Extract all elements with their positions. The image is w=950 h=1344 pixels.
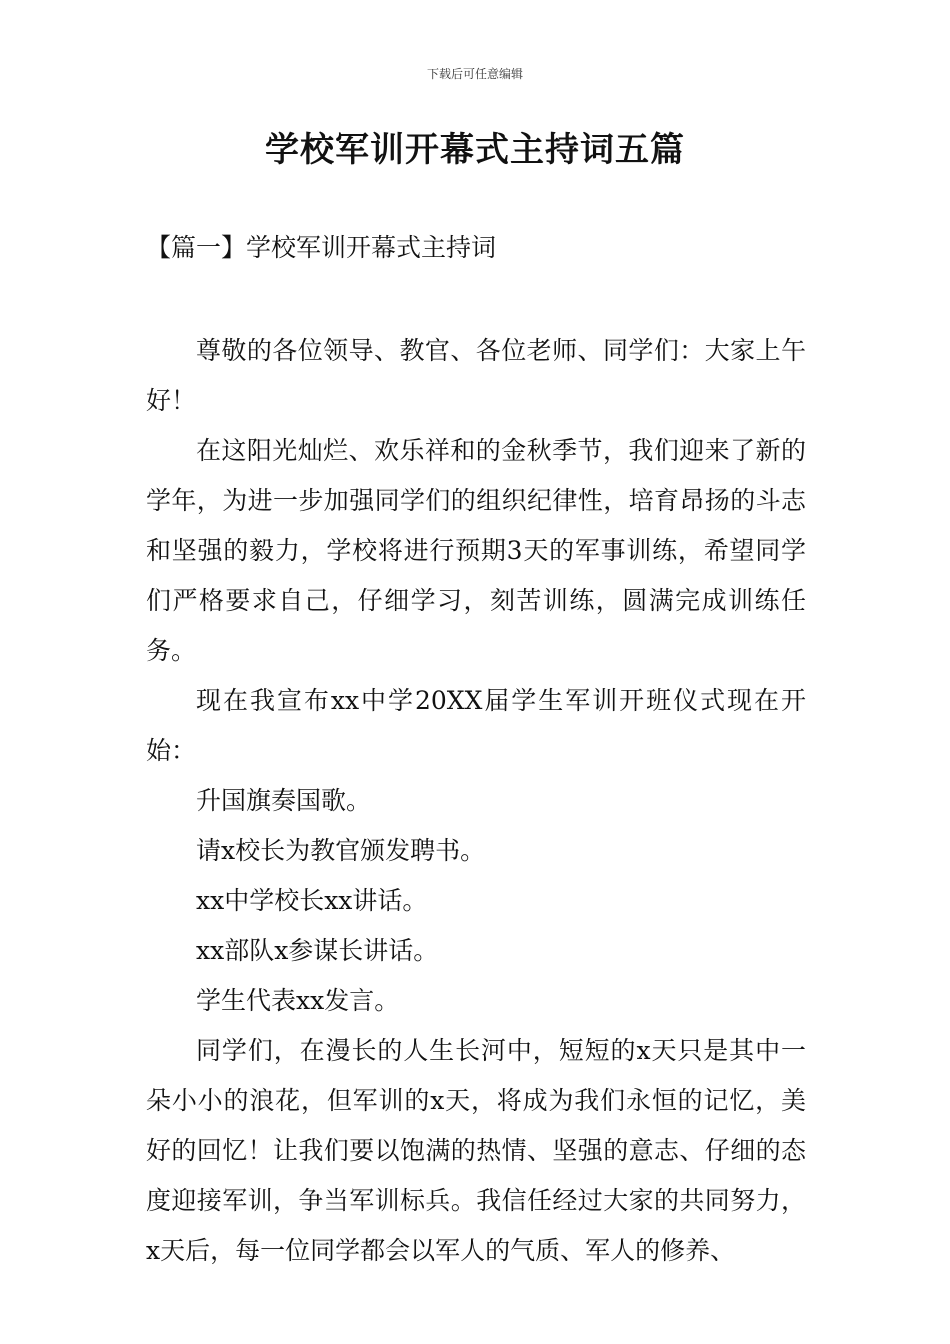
paragraph-announcement: 现在我宣布xx中学20XX届学生军训开班仪式现在开始：: [146, 686, 806, 765]
agenda-item: 请x校长为教官颁发聘书。: [196, 836, 486, 865]
agenda-item: 升国旗奏国歌。: [196, 786, 372, 815]
agenda-item: xx部队x参谋长讲话。: [196, 936, 439, 965]
agenda-item: 学生代表xx发言。: [196, 986, 400, 1015]
section-heading: 【篇一】学校军训开幕式主持词: [146, 233, 497, 262]
document-body: [146, 326, 806, 1276]
document-title: 学校军训开幕式主持词五篇: [265, 130, 685, 170]
agenda-item: xx中学校长xx讲话。: [196, 886, 428, 915]
page-header-note: 下载后可任意编辑: [426, 67, 523, 81]
paragraph-closing: 同学们，在漫长的人生长河中，短短的x天只是其中一朵小小的浪花，但军训的x天，将成为我们永恒的记忆，美好的回忆！让我们要以饱满的热情、坚强的意志、仔细的态度迎接军训，争当军训标兵。我信任经过大家的共同努力，x天后，每一位同学都会以军人的气质、军人的修养、: [146, 1036, 806, 1265]
paragraph-intro: 在这阳光灿烂、欢乐祥和的金秋季节，我们迎来了新的学年，为进一步加强同学们的组织纪律性，培育昂扬的斗志和坚强的毅力，学校将进行预期3天的军事训练，希望同学们严格要求自己，仔细学习，刻苦训练，圆满完成训练任务。: [146, 436, 806, 665]
paragraph-greeting: 尊敬的各位领导、教官、各位老师、同学们：大家上午好！: [146, 336, 806, 415]
